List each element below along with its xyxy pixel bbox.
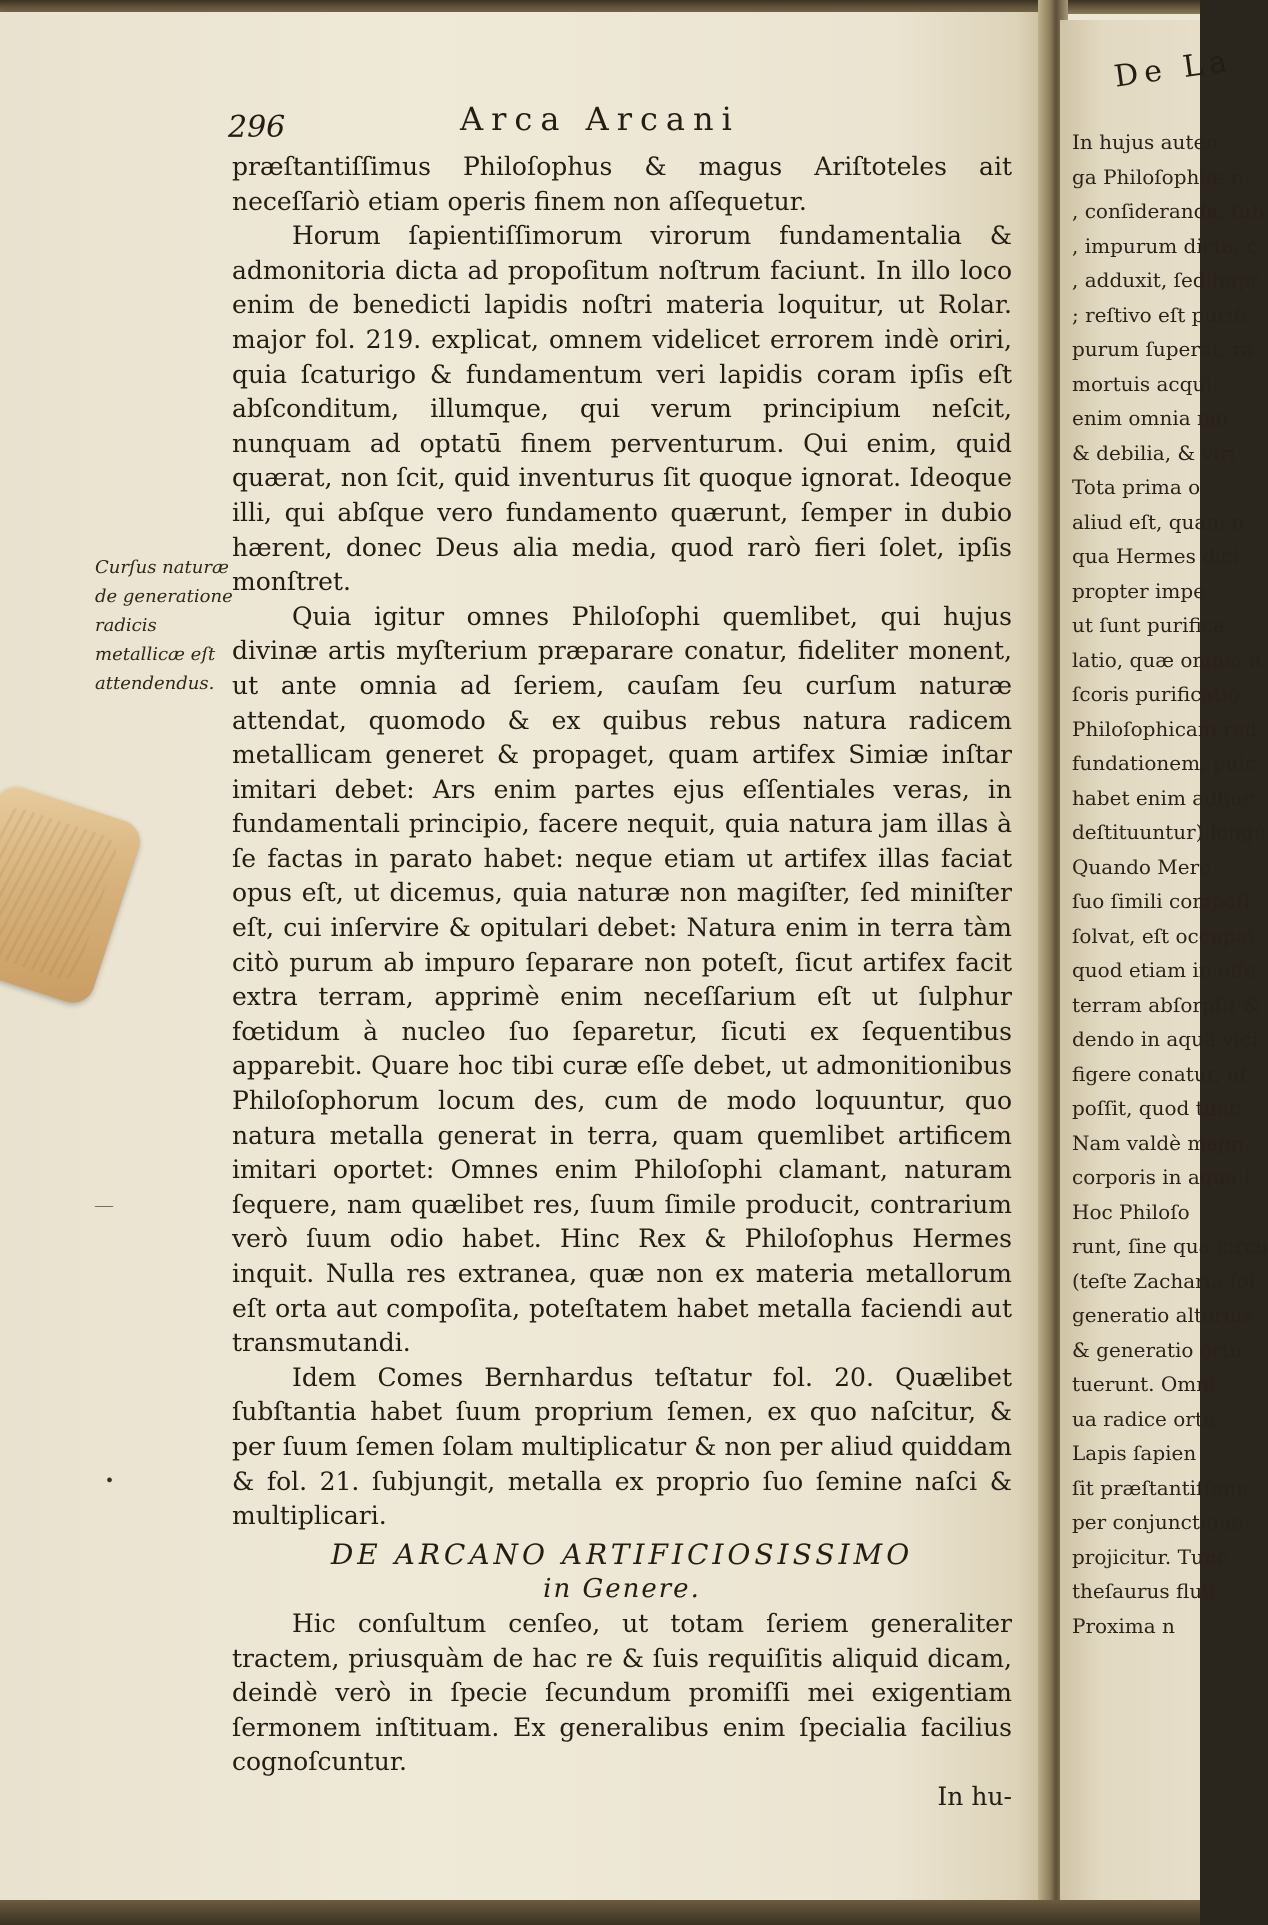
facing-page-line: & generatio ortu bbox=[1072, 1337, 1243, 1362]
facing-page-line: In hujus auten bbox=[1072, 130, 1219, 154]
facing-page-line: Proxima n bbox=[1072, 1613, 1175, 1638]
paragraph-4: Idem Comes Bernhardus teſtatur fol. 20. Quælibet ſubſtantia habet ſuum proprium ſemen, ex quo naſcitur, & per ſuum ſemen ſolam multiplicatur & non per aliud quiddam & fol. 21. ſubjungit, metalla ex proprio ſuo ſemine naſci & multiplicari. bbox=[232, 1362, 1012, 1531]
facing-page-line: ga Philoſophiæ n bbox=[1072, 164, 1244, 189]
facing-page-line: ſit præſtantiſſimu bbox=[1072, 1475, 1250, 1500]
facing-page-line: propter impe bbox=[1072, 578, 1205, 603]
paragraph-5: Hic conſultum cenſeo, ut totam ſeriem generaliter tractem, priusquàm de hac re & ſuis requiſitis aliquid dicam, deindè verò in ſpecie ſecundum promiſſi mei exigentiam ſermonem inſtituam. Ex generalibus enim ſpecialia facilius cognoſcuntur. bbox=[232, 1608, 1012, 1777]
facing-page-line: fundationem, pulc bbox=[1072, 751, 1257, 775]
section-heading bbox=[232, 1538, 1012, 1607]
facing-page-line: figere conatur, ut bbox=[1072, 1061, 1248, 1086]
facing-page-line: theſaurus fluit bbox=[1072, 1579, 1217, 1603]
facing-page-line: projicitur. Tunc bbox=[1072, 1544, 1228, 1569]
facing-page-line: corporis in aqua ( bbox=[1072, 1165, 1252, 1189]
facing-page-line: qua Hermes dici bbox=[1072, 544, 1240, 568]
facing-page-line: , impurum dicta, c bbox=[1072, 233, 1258, 258]
facing-page-line: Nam valdè magn bbox=[1072, 1130, 1244, 1155]
facing-page-line: Hoc Philoſo bbox=[1072, 1199, 1190, 1224]
facing-page-line: habet enim adhuc bbox=[1072, 785, 1254, 810]
facing-page-line: terram abſorpſit & bbox=[1072, 992, 1261, 1017]
facing-page-line: quod etiam in effe bbox=[1072, 958, 1256, 982]
facing-page-line: purum ſuperat, ra bbox=[1072, 337, 1255, 361]
facing-page-line: runt, ſine qua circu bbox=[1072, 1234, 1268, 1258]
facing-page-line: , conſideranda, ſub bbox=[1072, 199, 1265, 223]
main-text-block bbox=[232, 150, 1012, 1815]
section-heading-title: DE ARCANO ARTIFICIOSISSIMO bbox=[330, 1537, 914, 1571]
facing-page-line: poſſit, quod tunc bbox=[1072, 1096, 1241, 1120]
facing-page-line: dendo in aquâ vici bbox=[1072, 1027, 1258, 1051]
facing-page-line: ſcoris purificatio bbox=[1072, 682, 1240, 706]
facing-page-line: mortuis acqui bbox=[1072, 371, 1212, 396]
facing-page-line: (teſte Zacharia fol bbox=[1072, 1268, 1256, 1293]
book-bottom-edge bbox=[0, 1900, 1200, 1925]
facing-page-line: , adduxit, ſed impr bbox=[1072, 268, 1260, 292]
facing-page-line: Philoſophicam red bbox=[1072, 716, 1258, 741]
paragraph-1: præſtantiſſimus Philoſophus & magus Ariſtoteles ait neceſſariò etiam operis finem non aſſequetur. bbox=[232, 152, 1012, 216]
catchword: In hu- bbox=[937, 1781, 1012, 1811]
facing-page-line: Quando Merc bbox=[1072, 854, 1211, 879]
facing-page-line: Lapis ſapien bbox=[1072, 1441, 1197, 1465]
margin-dot: • bbox=[106, 1470, 114, 1492]
facing-page-line: ua radice ortu bbox=[1072, 1406, 1216, 1431]
facing-page-line: latio, quæ omnia n bbox=[1072, 647, 1262, 672]
marginal-note: Curſus naturæ de generatione radicis metallicæ eſt attendendus. bbox=[95, 557, 233, 694]
facing-page-running-head: De La bbox=[1112, 43, 1235, 95]
facing-page-text bbox=[1072, 125, 1268, 1643]
facing-page-line: & debilia, & viri bbox=[1072, 440, 1236, 465]
facing-page-line: generatio alterius bbox=[1072, 1303, 1253, 1327]
facing-page-line: per conjunctione bbox=[1072, 1510, 1244, 1534]
facing-page-line: deſtituuntur) longè bbox=[1072, 820, 1266, 844]
paragraph-3: Quia igitur omnes Philoſophi quemlibet, qui hujus divinæ artis myſterium præparare conatur, fideliter monent, ut ante omnia ad ſeriem, cauſam ſeu curſum naturæ attendat, quomodo & ex quibus rebus natura radicem metallicam generet & propaget, quam artifex Simiæ inſtar imitari debet: Ars enim partes ejus eſſentiales veras, in fundamentali principio, facere nequit, quia natura jam illas à ſe factas in parato habet: neque etiam ut artifex illas faciat opus eſt, ut dicemus, quia naturæ non magiſter, ſed miniſter eſt, cui inſervire & opitulari debet: Natura enim in terra tàm citò purum ab impuro ſeparare non poteſt, ſicut artifex facit extra terram, apprimè enim neceſſarium eſt ut ſulphur fœtidum à nucleo ſuo ſeparetur, ſicuti ex ſequentibus apparebit. Quare hoc tibi curæ eſſe debet, ut admonitionibus Philoſophorum locum des, cum de modo loquuntur, quo natura metalla generat in terra, quam quemlibet artificem imitari oportet: Omnes enim Philoſophi clamant, naturam ſequere, nam quælibet res, ſuum ſimile producit, contrarium verò ſuum odio habet. Hinc Rex & Philoſophus Hermes inquit. Nulla res extranea, quæ non ex materia metallorum eſt orta aut compoſita, poteſtatem habet metalla faciendi aut transmutandi. bbox=[232, 601, 1012, 1358]
page-number: 296 bbox=[228, 110, 286, 145]
facing-page-line: enim omnia mo bbox=[1072, 406, 1229, 430]
facing-page-line: ; reſtivo eſt purifi bbox=[1072, 302, 1247, 327]
facing-page-line: ſuo ſimili compoſi bbox=[1072, 889, 1250, 913]
facing-page-line: aliud eſt, quam n bbox=[1072, 509, 1245, 534]
section-heading-subtitle: in Genere. bbox=[543, 1574, 701, 1605]
facing-page-line: tuerunt. Omni bbox=[1072, 1372, 1216, 1396]
paragraph-2: Horum ſapientiſſimorum virorum fundamentalia & admonitoria dicta ad propoſitum noſtrum faciunt. In illo loco enim de benedicti lapidis noſtri materia loquitur, ut Rolar. major fol. 219. explicat, omnem videlicet errorem indè oriri, quia ſcaturigo & fundamentum veri lapidis coram ipſis eſt abſconditum, illumque, qui verum principium neſcit, nunquam ad optatū finem perventurum. Qui enim, quid quærat, non ſcit, quid inventurus ſit quoque ignorat. Ideoque illi, qui abſque vero fundamento quærunt, ſemper in dubio hærent, donec Deus alia media, quod rarò fieri ſolet, ipſis monſtret. bbox=[232, 221, 1012, 597]
facing-page-line: ſolvat, eſt occupat bbox=[1072, 923, 1256, 948]
facing-page-line: ut ſunt purifica bbox=[1072, 613, 1225, 637]
margin-mark: — bbox=[95, 1195, 113, 1215]
running-head: Arca Arcani bbox=[460, 100, 740, 138]
facing-page-line: Tota prima o bbox=[1072, 475, 1201, 499]
